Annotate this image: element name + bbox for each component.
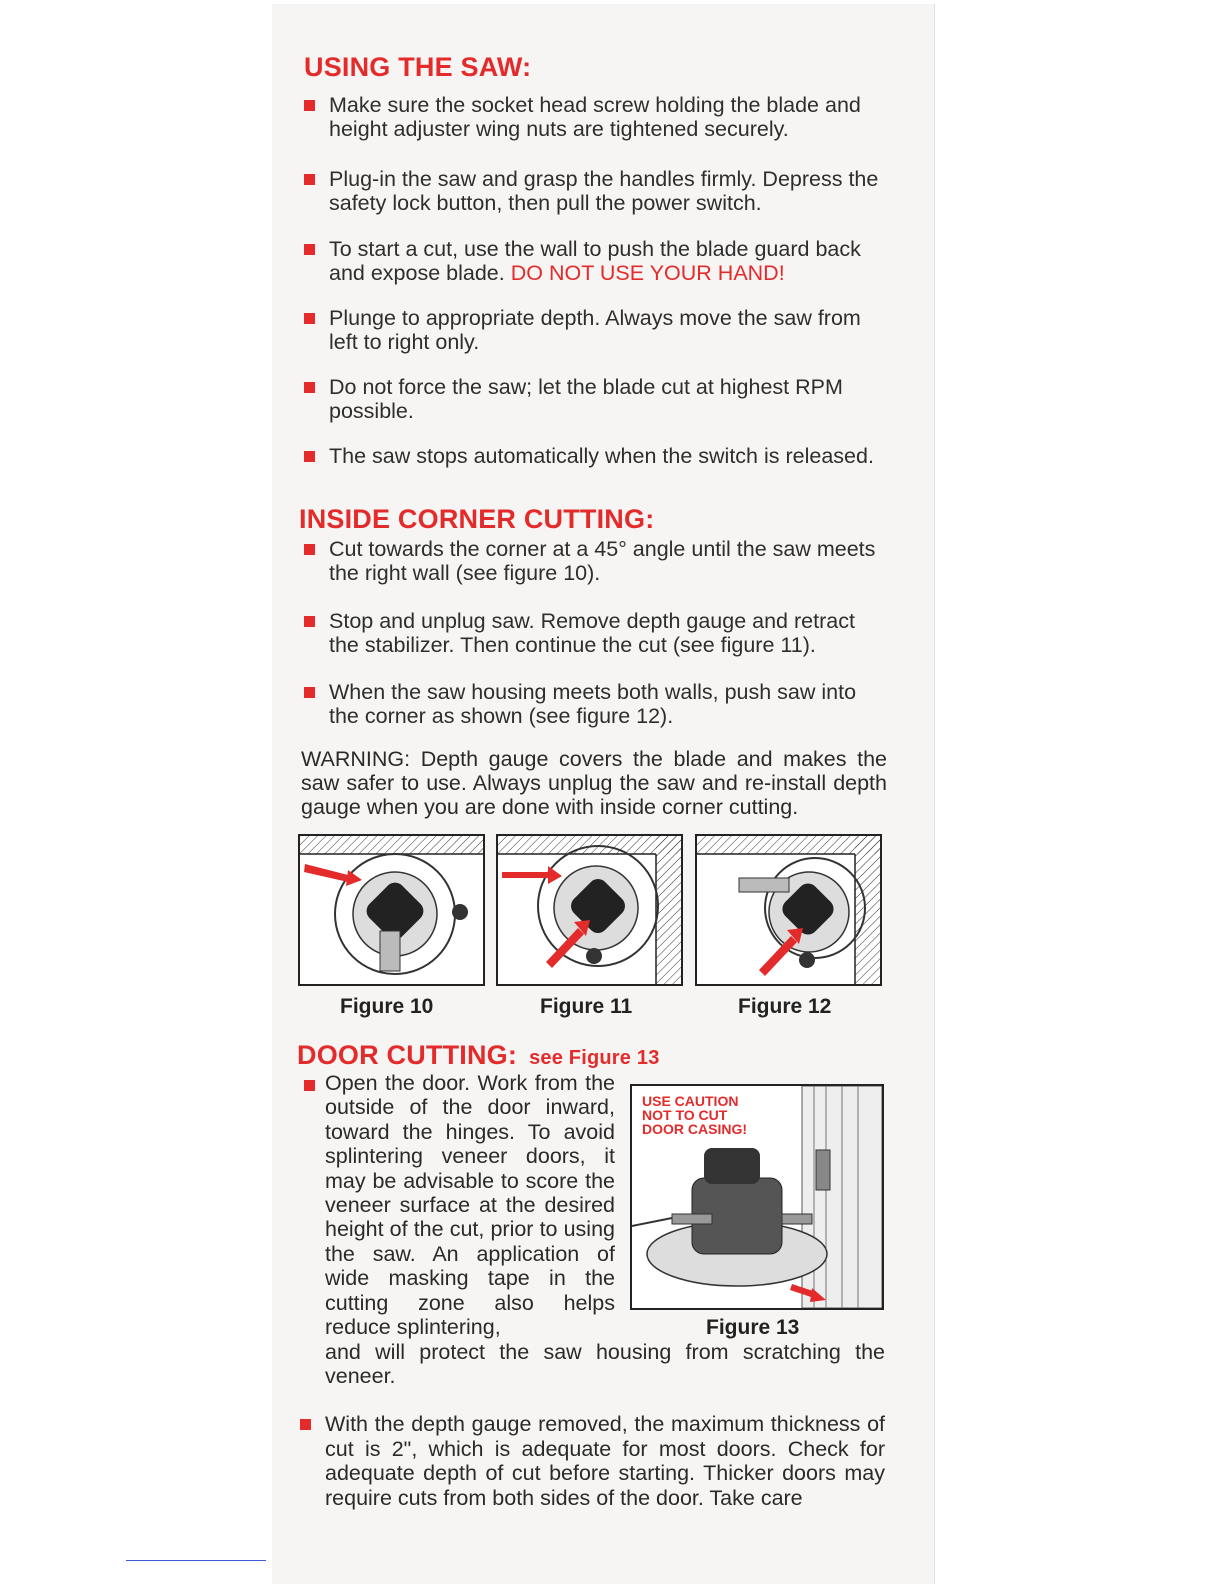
list-item: Make sure the socket head screw holding the blade and height adjuster wing nuts are tightened securely. <box>329 93 887 141</box>
warning-paragraph: WARNING: Depth gauge covers the blade and makes the saw safer to use. Always unplug the saw and re-install depth gauge when you are done with inside corner cutting. <box>301 747 887 819</box>
list-item: Open the door. Work from the outside of the door inward, toward the hinges. To avoid splintering veneer doors, it may be advisable to score the veneer surface at the desired height of the cut, prior to using the saw. An application of wide masking tape in the cutting zone also helps reduce splintering, <box>325 1071 615 1339</box>
list-item: Plug-in the saw and grasp the handles firmly. Depress the safety lock button, then pull the power switch. <box>329 167 887 215</box>
list-item: The saw stops automatically when the switch is released. <box>329 444 887 468</box>
bullet-icon <box>304 544 315 555</box>
bullet-icon <box>304 244 315 255</box>
figure-12-illustration <box>695 834 882 986</box>
footnote-divider <box>126 1560 266 1561</box>
section-heading-using-the-saw: USING THE SAW: <box>304 52 532 82</box>
bullet-icon <box>304 174 315 185</box>
door-casing-caution: USE CAUTION NOT TO CUT DOOR CASING! <box>642 1093 747 1137</box>
bullet-icon <box>304 382 315 393</box>
figure-11-caption: Figure 11 <box>540 995 633 1018</box>
list-item: Do not force the saw; let the blade cut at highest RPM possible. <box>329 375 887 423</box>
bullet-icon <box>304 451 315 462</box>
bullet-icon <box>304 100 315 111</box>
list-item: To start a cut, use the wall to push the blade guard back and expose blade. DO NOT USE YOUR HAND! <box>329 237 887 285</box>
bullet-icon <box>304 616 315 627</box>
door-cutting-continuation: and will protect the saw housing from scratching the veneer. <box>325 1340 885 1388</box>
bullet-icon <box>304 1080 315 1091</box>
see-figure-13-reference: see Figure 13 <box>529 1047 660 1069</box>
figure-10-caption: Figure 10 <box>340 995 434 1018</box>
figure-12-caption: Figure 12 <box>738 995 832 1018</box>
hand-warning-text: DO NOT USE YOUR HAND! <box>510 261 785 285</box>
figure-13-illustration <box>630 1084 884 1310</box>
list-item: With the depth gauge removed, the maximum thickness of cut is 2", which is adequate for most doors. Check for adequate depth of cut before starting. Thicker doors may require cuts from both sides of the door. Take care <box>325 1412 885 1510</box>
figure-10-illustration <box>298 834 485 986</box>
list-item: Cut towards the corner at a 45° angle until the saw meets the right wall (see figure 10). <box>329 537 887 585</box>
list-item: When the saw housing meets both walls, push saw into the corner as shown (see figure 12). <box>329 680 887 728</box>
list-item: Stop and unplug saw. Remove depth gauge and retract the stabilizer. Then continue the cut (see figure 11). <box>329 609 887 657</box>
section-heading-door-cutting: DOOR CUTTING: see Figure 13 <box>297 1040 660 1070</box>
bullet-icon <box>300 1419 311 1430</box>
bullet-icon <box>304 687 315 698</box>
section-heading-inside-corner: INSIDE CORNER CUTTING: <box>299 504 655 534</box>
list-item: Plunge to appropriate depth. Always move the saw from left to right only. <box>329 306 887 354</box>
figure-13-caption: Figure 13 <box>706 1316 800 1339</box>
figure-11-illustration <box>496 834 683 986</box>
bullet-icon <box>304 313 315 324</box>
